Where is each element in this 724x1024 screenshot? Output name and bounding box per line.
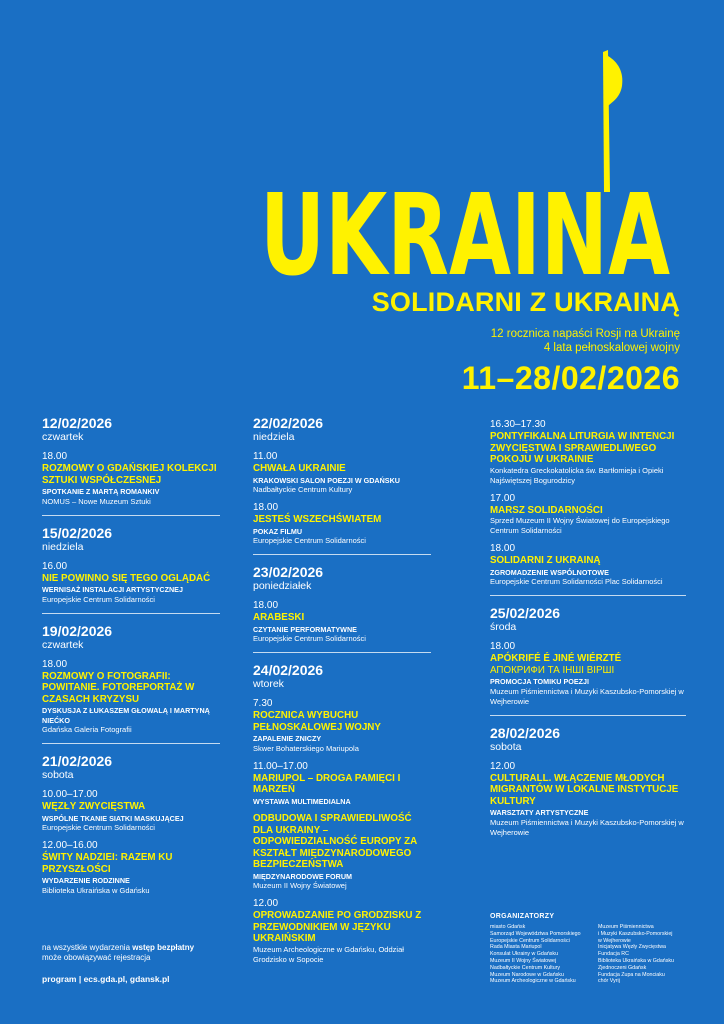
entry-note-bold: wstęp bezpłatny	[132, 943, 195, 952]
event-description: ZAPALENIE ZNICZY	[253, 734, 322, 743]
event-title: ODBUDOWA I SPRAWIEDLIWOŚĆ DLA UKRAINY – ODPOWIEDZIALNOŚĆ EUROPY ZA KSZTAŁT MIĘDZYNARODOWEGO BEZPIECZEŃSTWA	[253, 813, 417, 870]
organizer-name: Konsulat Ukrainy w Gdańsku	[490, 951, 559, 958]
event-time: 18.00	[253, 600, 279, 611]
organizers	[490, 913, 690, 985]
event-item	[490, 493, 686, 537]
info-text	[380, 327, 680, 355]
event-time: 16.00	[42, 560, 68, 572]
event-item	[490, 761, 686, 838]
organizers-list-b	[598, 924, 690, 985]
event-item	[253, 502, 431, 546]
event-title: JESTEŚ WSZECHŚWIATEM	[253, 514, 382, 525]
organizer-name: Rada Miasta Mariupol	[490, 944, 542, 951]
entry-note-pre: na wszystkie wydarzenia	[42, 943, 133, 952]
event-time: 18.00	[42, 451, 68, 462]
event-description: MIĘDZYNARODOWE FORUM	[253, 871, 353, 881]
event-place: Europejskie Centrum Solidarności	[253, 536, 366, 545]
entry-note	[42, 943, 242, 963]
event-item	[490, 419, 686, 486]
event-item	[253, 600, 431, 644]
event-place: Konkatedra Greckokatolicka św. Bartłomieja i Opieki Najświętszej Bogurodzicy	[490, 465, 664, 485]
organizers-title: ORGANIZATORZY	[490, 913, 555, 920]
day-block	[42, 623, 220, 745]
organizer-name: Europejskie Centrum Solidarności	[490, 937, 570, 944]
organizer-name: Muzeum Archeologiczne w Gdańsku	[490, 978, 576, 985]
day-date: 21/02/2026	[42, 753, 113, 769]
day-block	[42, 415, 220, 516]
organizer-name: Fundacja RC	[598, 951, 629, 958]
program-column-2	[253, 415, 431, 982]
event-time: 18.00	[490, 641, 516, 652]
event-time: 7.30	[253, 698, 273, 709]
day-block	[253, 564, 431, 653]
organizer-name: chór Vyrij	[598, 978, 620, 985]
info-line-2: 4 lata pełnoskalowej wojny	[543, 342, 680, 354]
organizer-name: Muzeum Narodowe w Gdańsku	[490, 971, 564, 978]
event-description: WERNISAŻ INSTALACJI ARTYSTYCZNEJ	[42, 585, 183, 594]
event-time: 12.00	[490, 760, 516, 772]
day-date: 22/02/2026	[253, 415, 324, 431]
event-place: Muzeum Archeologiczne w Gdańsku, Oddział Grodzisko w Sopocie	[253, 944, 404, 964]
subtitle: SOLIDARNI Z UKRAINĄ	[371, 287, 680, 317]
event-title: PONTYFIKALNA LITURGIA W INTENCJI ZWYCIĘSTWA I SPRAWIEDLIWEGO POKOJU W UKRAINIE	[490, 431, 675, 465]
event-title: ŚWITY NADZIEI: RAZEM KU PRZYSZŁOŚCI	[42, 852, 173, 875]
program-link: program | ecs.gda.pl, gdansk.pl	[42, 974, 170, 984]
event-time: 12.00–16.00	[42, 840, 98, 851]
event-description: ZGROMADZENIE WSPÓLNOTOWE	[490, 567, 609, 577]
day-weekday: czwartek	[42, 431, 84, 443]
day-block	[490, 725, 686, 846]
event-item	[253, 898, 431, 965]
organizer-name: i Muzyki Kaszubsko-Pomorskiej	[598, 930, 673, 937]
event-time: 11.00	[253, 451, 278, 462]
event-place: Skwer Bohaterskiego Mariupola	[253, 743, 359, 753]
day-weekday: wtorek	[253, 678, 284, 690]
event-title: WĘZŁY ZWYCIĘSTWA	[42, 801, 146, 812]
day-block	[253, 662, 431, 973]
event-title: CHWAŁA UKRAINIE	[253, 463, 346, 474]
event-item	[42, 561, 220, 605]
event-time: 18.00	[490, 543, 516, 554]
event-place: Sprzed Muzeum II Wojny Światowej do Europejskiego Centrum Solidarności	[490, 516, 670, 535]
event-place: Muzeum Piśmiennictwa i Muzyki Kaszubsko-Pomorskiej w Wejherowie	[490, 686, 684, 706]
organizers-list-a	[490, 924, 592, 985]
day-block	[490, 419, 686, 596]
event-description: KRAKOWSKI SALON POEZJI W GDAŃSKU	[253, 475, 400, 485]
entry-note-post: może obowiązywać rejestracja	[42, 953, 151, 962]
event-time: 18.00	[253, 502, 279, 513]
event-item	[253, 698, 431, 754]
day-weekday: poniedziałek	[253, 580, 312, 592]
organizer-name: Fundacja Zupa na Monciaku	[598, 971, 665, 978]
event-title: MARSZ SOLIDARNOŚCI	[490, 504, 603, 516]
event-description: CZYTANIE PERFORMATYWNE	[253, 624, 357, 634]
organizer-name: Biblioteka Ukraińska w Gdańsku	[598, 957, 674, 964]
day-block	[42, 525, 220, 614]
event-description: PROMOCJA TOMIKU POEZJI	[490, 677, 590, 686]
info-line-1: 12 rocznica napaści Rosji na Ukrainę	[490, 328, 680, 340]
event-place: Europejskie Centrum Solidarności Plac Solidarności	[490, 577, 663, 586]
day-date: 23/02/2026	[253, 564, 324, 580]
event-place: Europejskie Centrum Solidarności	[42, 594, 155, 604]
event-description: DYSKUSJA Z ŁUKASZEM GŁOWALĄ I MARTYNĄ NIEĆKO	[42, 706, 210, 725]
event-item	[42, 451, 220, 507]
organizer-name: Inicjatywa Węzły Zwycięstwa	[598, 944, 666, 951]
event-description: WSPÓLNE TKANIE SIATKI MASKUJĄCEJ	[42, 813, 184, 823]
event-title: ARABESKI	[253, 612, 305, 623]
day-date: 19/02/2026	[42, 622, 113, 639]
event-item	[42, 789, 220, 833]
event-title: MARIUPOL – DROGA PAMIĘCI I MARZEŃ	[253, 772, 401, 795]
ukraina-logo	[256, 42, 676, 292]
event-title: SOLIDARNI Z UKRAINĄ	[490, 555, 601, 566]
program-column-1	[42, 415, 220, 913]
event-place: Muzeum Piśmiennictwa i Muzyki Kaszubsko-Pomorskiej w Wejherowie	[490, 817, 684, 837]
event-time: 18.00	[42, 658, 68, 670]
organizer-name: Samorząd Województwa Pomorskiego	[490, 930, 581, 937]
event-item	[490, 543, 686, 587]
event-title-ukrainian: АПОКРИФИ ТА ІНШІ ВІРШІ	[490, 664, 615, 676]
event-title: APÓKRIFÉ É JINÉ WIÉRZTÉ	[490, 653, 622, 664]
event-place: Nadbałtyckie Centrum Kultury	[253, 485, 353, 494]
day-weekday: środa	[490, 621, 517, 633]
day-block	[490, 605, 686, 716]
event-description: WYDARZENIE RODZINNE	[42, 876, 130, 885]
event-place: Europejskie Centrum Solidarności	[253, 634, 366, 643]
event-title: CULTURALL. WŁĄCZENIE MŁODYCH MIGRANTÓW W LOKALNE INSTYTUCJE KULTURY	[490, 772, 679, 807]
event-place: Muzeum II Wojny Światowej	[253, 881, 347, 890]
event-title: NIE POWINNO SIĘ TEGO OGLĄDAĆ	[42, 572, 211, 584]
event-title: ROZMOWY O FOTOGRAFII: POWITANIE. FOTOREPORTAŻ W CZASACH KRYZYSU	[42, 670, 195, 705]
day-date: 12/02/2026	[42, 415, 113, 431]
event-title: OPROWADZANIE PO GRODZISKU Z PRZEWODNIKIEM W JĘZYKU UKRAIŃSKIM	[253, 910, 422, 944]
event-description: SPOTKANIE Z MARTĄ ROMANKIV	[42, 487, 160, 496]
organizer-name: Zjednoczeni Gdańsk	[598, 964, 647, 971]
event-item	[490, 641, 686, 707]
event-description: WYSTAWA MULTIMEDIALNA	[253, 796, 351, 806]
organizer-name: miasto Gdańsk	[490, 924, 526, 930]
event-item	[253, 813, 431, 891]
event-title: ROZMOWY O GDAŃSKIEJ KOLEKCJI SZTUKI WSPÓŁCZESNEJ	[42, 463, 217, 486]
event-place: Gdańska Galeria Fotografii	[42, 725, 132, 734]
event-time: 17.00	[490, 492, 516, 504]
event-item	[253, 761, 431, 807]
date-range: 11–28/02/2026	[461, 360, 680, 396]
event-title: ROCZNICA WYBUCHU PEŁNOSKALOWEJ WOJNY	[253, 710, 381, 733]
day-date: 24/02/2026	[253, 662, 324, 678]
day-weekday: sobota	[42, 769, 74, 781]
organizer-name: Nadbałtyckie Centrum Kultury	[490, 964, 561, 971]
day-block	[253, 415, 431, 555]
event-item	[253, 451, 431, 495]
event-item	[42, 659, 220, 736]
organizer-name: Muzeum Piśmiennictwa	[598, 924, 654, 930]
event-time: 12.00	[253, 898, 279, 909]
day-weekday: sobota	[490, 740, 522, 753]
event-time: 10.00–17.00	[42, 789, 98, 800]
day-date: 25/02/2026	[490, 605, 561, 621]
organizer-name: w Wejherowie	[598, 937, 631, 944]
event-time: 11.00–17.00	[253, 760, 308, 772]
day-weekday: czwartek	[42, 638, 84, 651]
event-description: POKAZ FILMU	[253, 526, 303, 536]
day-weekday: niedziela	[42, 540, 84, 553]
day-date: 28/02/2026	[490, 724, 561, 741]
event-description: WARSZTATY ARTYSTYCZNE	[490, 808, 589, 817]
event-place: Biblioteka Ukraińska w Gdańsku	[42, 885, 150, 895]
day-weekday: niedziela	[253, 431, 295, 443]
event-time: 16.30–17.30	[490, 419, 546, 430]
event-item	[42, 840, 220, 896]
program-column-3	[490, 419, 686, 855]
organizer-name: Muzeum II Wojny Światowej	[490, 957, 557, 964]
day-date: 15/02/2026	[42, 524, 113, 541]
day-block	[42, 753, 220, 904]
event-place: NOMUS – Nowe Muzeum Sztuki	[42, 496, 151, 506]
event-place: Europejskie Centrum Solidarności	[42, 823, 155, 832]
logo-lettering: UKRAINA	[260, 171, 671, 292]
